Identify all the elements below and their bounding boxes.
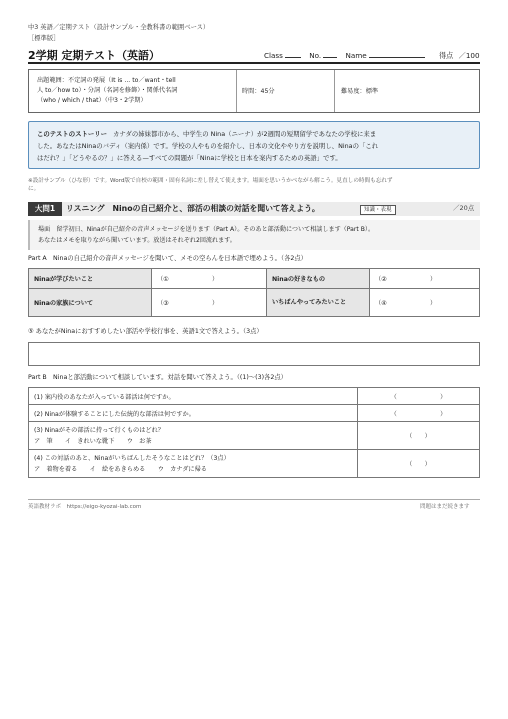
question-text: (3) Ninaがその部活に持って行くものはどれ？ <box>34 426 164 434</box>
student-fields <box>264 50 480 61</box>
skill-badge: 知識・表現 <box>360 205 396 215</box>
info-divider <box>334 70 335 112</box>
score-total: ／100 <box>458 51 480 60</box>
note-line: に。 <box>28 186 40 192</box>
story-box <box>28 121 480 169</box>
part-b-heading: Part B Ninaと部活動について相談しています。対話を聞いて答えよう。（(1)～(3)各2点） <box>28 374 287 381</box>
part-b-question: (1) 案内役のあなたが入っている部活は何ですか。 <box>29 388 358 405</box>
table-row <box>29 388 480 405</box>
table-row <box>29 289 480 317</box>
memo-answer-4[interactable]: （④ ） <box>370 289 480 317</box>
memo-label: Ninaの好きなもの <box>267 269 370 289</box>
scope-text <box>37 76 178 106</box>
part-b-question: (2) Ninaが体験することにした伝統的な部活は何ですか。 <box>29 405 358 422</box>
memo-label: いちばんやってみたいこと <box>267 289 370 317</box>
table-row <box>29 405 480 422</box>
part-b-answer-1[interactable]: （ ） <box>358 388 480 405</box>
difficulty: 難易度：標準 <box>341 88 379 95</box>
memo-answer-2[interactable]: （② ） <box>370 269 480 289</box>
memo-label: Ninaが学びたいこと <box>29 269 152 289</box>
question-5: ⑤ あなたがNinaにおすすめしたい部活や学校行事を、英語1文で答えよう。（3点） <box>28 328 263 335</box>
answer-choices: ア 着物を着る イ 絵をあきらめる ウ カナダに帰る <box>34 465 207 473</box>
memo-answer-1[interactable]: （① ） <box>152 269 267 289</box>
no-label: No. <box>309 51 322 60</box>
usage-note <box>28 177 480 193</box>
section-number: 大問1 <box>28 202 62 216</box>
score-label: 得点 <box>438 51 454 60</box>
story-text <box>37 128 378 164</box>
info-divider <box>236 70 237 112</box>
question-text: (4) この対話のあと、Ninaがいちばんしたそうなことはどれ？（3点） <box>34 454 230 462</box>
section-score: ／20点 <box>453 204 475 212</box>
table-row <box>29 269 480 289</box>
footer-continue: 問題はまだ続きます <box>420 504 470 510</box>
memo-answer-3[interactable]: （③ ） <box>152 289 267 317</box>
page-title: 2学期 定期テスト（英語） <box>28 49 161 62</box>
part-a-heading: Part A Ninaの自己紹介の音声メッセージを聞いて、メモの空らんを日本語で埋めよう。（各2点） <box>28 255 307 262</box>
part-b-question <box>29 422 358 450</box>
memo-label: Ninaの家族について <box>29 289 152 317</box>
footer-site: 英語教材ラボ https://eigo-kyozai-lab.com <box>28 504 142 510</box>
story-line: はだれ？」「どうやるの？」に答える—すべての問題が「Ninaに学校と日本を案内するための英語」です。 <box>37 154 342 162</box>
scope-line: 出題範囲：不定詞の発展（It is ... to／want・tell <box>37 77 176 84</box>
part-b-answer-2[interactable]: （ ） <box>358 405 480 422</box>
table-row <box>29 450 480 478</box>
story-label: このテストのストーリー <box>37 130 108 138</box>
story-line: した。あなたはNinaのバディ（案内係）です。学校の人やものを紹介し、日本の文化ややり方を説明し、Ninaの「これ <box>37 142 379 150</box>
memo-table <box>28 268 480 317</box>
part-b-answer-4[interactable]: （ ） <box>358 450 480 478</box>
answer-box-5[interactable] <box>28 342 480 366</box>
time-limit: 時間：45分 <box>242 88 275 95</box>
scope-line: 人 to／how to）・分詞（名詞を修飾）・関係代名詞 <box>37 87 178 94</box>
note-line: ※設計サンプル（ひな形）です。Word版で自校の範囲・固有名詞に差し替えて使えます。場面を思いうかべながら解こう。見直しの時間も忘れず <box>28 178 393 184</box>
part-b-table <box>28 387 480 478</box>
header-rule <box>28 62 480 64</box>
scene-line: あなたはメモを取りながら聞いています。放送はそれぞれ2回流れます。 <box>38 237 236 244</box>
no-field[interactable] <box>323 50 337 58</box>
section-title: リスニング Ninoの自己紹介と、部活の相談の対話を聞いて答えよう。 <box>66 204 320 213</box>
part-b-question <box>29 450 358 478</box>
name-field[interactable] <box>369 50 425 58</box>
breadcrumb: 中3 英語／定期テスト（設計サンプル・全教科書の範囲ベース） <box>28 24 210 31</box>
part-b-answer-3[interactable]: （ ） <box>358 422 480 450</box>
scene-box <box>28 220 480 250</box>
level-tag: ［標準版］ <box>28 35 60 42</box>
table-row <box>29 422 480 450</box>
answer-choices: ア 筆 イ きれいな靴下 ウ お茶 <box>34 437 152 445</box>
class-label: Class <box>264 51 283 60</box>
scope-line: （who / which / that）（中3・2学期） <box>37 97 147 104</box>
name-label: Name <box>345 51 367 60</box>
footer-rule <box>28 499 480 500</box>
class-field[interactable] <box>285 50 301 58</box>
scene-text <box>38 224 374 246</box>
info-box <box>28 69 480 113</box>
scene-line: 場面 留学初日、Ninaが自己紹介の音声メッセージを送ります（Part A）。そのあと部活動について相談します（Part B）。 <box>38 226 375 233</box>
story-line: カナダの姉妹都市から、中学生の Nina（ニーナ）が2週間の短期留学であなたの学校に来ま <box>113 130 377 138</box>
